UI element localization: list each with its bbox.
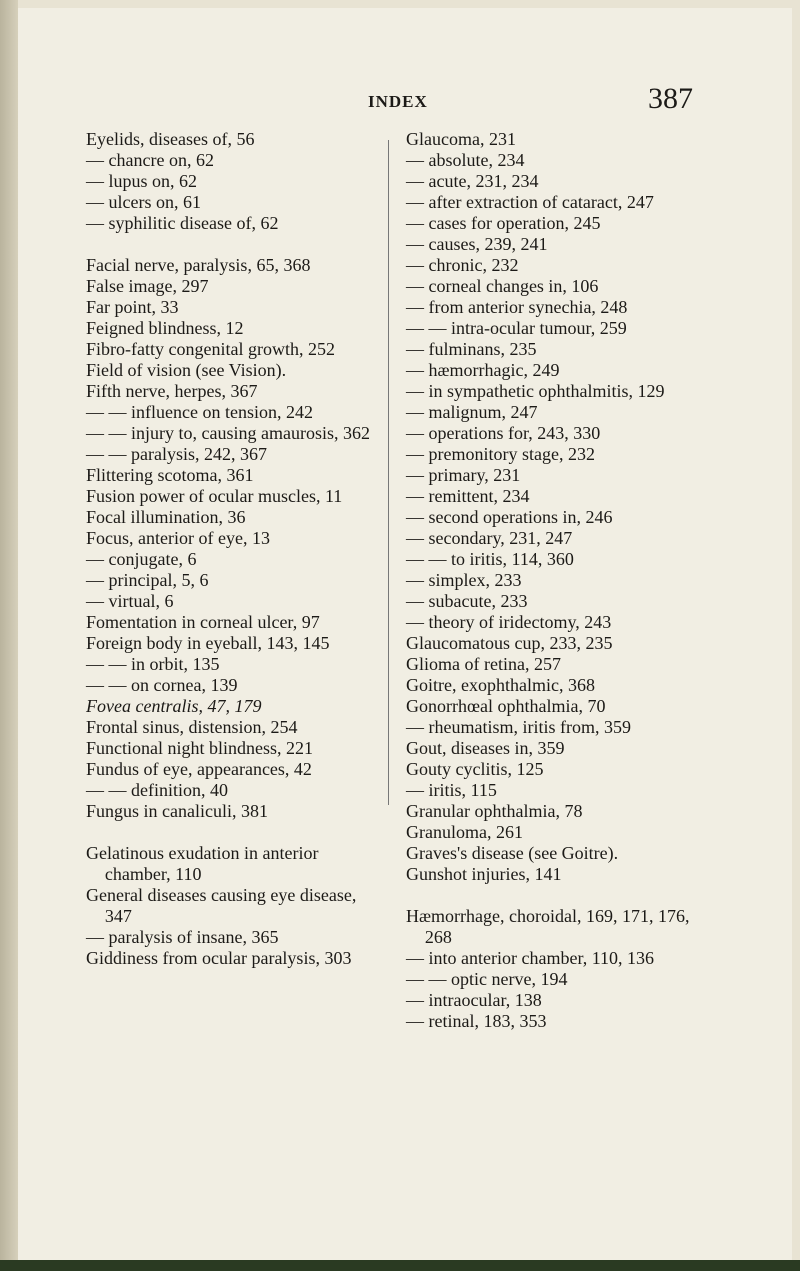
index-entry: Fovea centralis, 47, 179 xyxy=(86,696,262,716)
index-entry: — ulcers on, 61 xyxy=(86,192,201,212)
index-entry: — malignum, 247 xyxy=(406,402,538,422)
index-entry: — secondary, 231, 247 xyxy=(406,528,573,548)
page-edge-left xyxy=(0,0,18,1271)
index-entry: — — optic nerve, 194 xyxy=(406,969,568,989)
index-entry: Gout, diseases in, 359 xyxy=(406,738,565,758)
index-entry: — — to iritis, 114, 360 xyxy=(406,549,574,569)
index-entry: — hæmorrhagic, 249 xyxy=(406,360,560,380)
index-entry: — primary, 231 xyxy=(406,465,521,485)
index-entry: Facial nerve, paralysis, 65, 368 xyxy=(86,255,311,275)
index-entry: Fifth nerve, herpes, 367 xyxy=(86,381,258,401)
page-header xyxy=(0,82,800,122)
page-number: 387 xyxy=(648,82,693,115)
index-entry: Granular ophthalmia, 78 xyxy=(406,801,583,821)
index-entry: — iritis, 115 xyxy=(406,780,497,800)
index-entry: — virtual, 6 xyxy=(86,591,174,611)
index-entry: — — in orbit, 135 xyxy=(86,654,220,674)
index-entry: Functional night blindness, 221 xyxy=(86,738,313,758)
index-entry: — subacute, 233 xyxy=(406,591,528,611)
index-entry: — in sympathetic ophthalmitis, 129 xyxy=(406,381,665,401)
index-entry: — intraocular, 138 xyxy=(406,990,542,1010)
index-entry: — retinal, 183, 353 xyxy=(406,1011,547,1031)
index-entry: — chancre on, 62 xyxy=(86,150,214,170)
index-entry: — lupus on, 62 xyxy=(86,171,198,191)
index-entry: — simplex, 233 xyxy=(406,570,522,590)
index-entry: — — intra-ocular tumour, 259 xyxy=(406,318,627,338)
index-column-left xyxy=(86,129,386,969)
index-entry: — paralysis of insane, 365 xyxy=(86,927,279,947)
running-title: INDEX xyxy=(368,92,428,111)
index-entry: — — definition, 40 xyxy=(86,780,228,800)
index-entry: — premonitory stage, 232 xyxy=(406,444,595,464)
index-entry: — principal, 5, 6 xyxy=(86,570,209,590)
index-entry: — causes, 239, 241 xyxy=(406,234,548,254)
index-entry: — — injury to, causing amaurosis, 362 xyxy=(86,423,370,443)
index-column-right xyxy=(406,129,716,1032)
index-entry: Gouty cyclitis, 125 xyxy=(406,759,544,779)
index-entry: — absolute, 234 xyxy=(406,150,525,170)
index-entry: Feigned blindness, 12 xyxy=(86,318,244,338)
index-entry: — into anterior chamber, 110, 136 xyxy=(406,948,655,968)
index-entry: — conjugate, 6 xyxy=(86,549,197,569)
page-edge-bottom xyxy=(0,1260,800,1271)
index-entry: Gonorrhœal ophthalmia, 70 xyxy=(406,696,606,716)
index-entry: Field of vision (see Vision). xyxy=(86,360,287,380)
index-entry: — after extraction of cataract, 247 xyxy=(406,192,654,212)
index-entry: Glioma of retina, 257 xyxy=(406,654,561,674)
index-entry: — rheumatism, iritis from, 359 xyxy=(406,717,631,737)
index-entry: — operations for, 243, 330 xyxy=(406,423,601,443)
index-entry: — — paralysis, 242, 367 xyxy=(86,444,267,464)
index-entry: — syphilitic disease of, 62 xyxy=(86,213,279,233)
index-entry: — acute, 231, 234 xyxy=(406,171,539,191)
index-entry: — from anterior synechia, 248 xyxy=(406,297,628,317)
index-entry: Eyelids, diseases of, 56 xyxy=(86,129,255,149)
index-entry: — second operations in, 246 xyxy=(406,507,613,527)
index-entry: Frontal sinus, distension, 254 xyxy=(86,717,298,737)
index-entry: — fulminans, 235 xyxy=(406,339,537,359)
index-entry: Graves's disease (see Goitre). xyxy=(406,843,619,863)
index-entry: False image, 297 xyxy=(86,276,209,296)
index-entry: — corneal changes in, 106 xyxy=(406,276,599,296)
index-entry: Fusion power of ocular muscles, 11 xyxy=(86,486,343,506)
index-entry: — — influence on tension, 242 xyxy=(86,402,313,422)
index-entry: Fungus in canaliculi, 381 xyxy=(86,801,268,821)
column-divider xyxy=(388,140,389,805)
index-entry: Glaucoma, 231 xyxy=(406,129,516,149)
index-entry: Far point, 33 xyxy=(86,297,179,317)
index-entry: Gunshot injuries, 141 xyxy=(406,864,562,884)
index-entry: — remittent, 234 xyxy=(406,486,530,506)
index-entry: Granuloma, 261 xyxy=(406,822,523,842)
index-entry: Focal illumination, 36 xyxy=(86,507,246,527)
index-entry: Goitre, exophthalmic, 368 xyxy=(406,675,595,695)
index-entry: — chronic, 232 xyxy=(406,255,519,275)
index-entry: General diseases causing eye disease, 347 xyxy=(86,885,357,926)
index-entry: Fundus of eye, appearances, 42 xyxy=(86,759,312,779)
index-entry: Focus, anterior of eye, 13 xyxy=(86,528,270,548)
index-entry: Giddiness from ocular paralysis, 303 xyxy=(86,948,352,968)
index-entry: Foreign body in eyeball, 143, 145 xyxy=(86,633,330,653)
index-entry: Gelatinous exudation in anterior chamber, 110 xyxy=(86,843,319,884)
index-entry: — cases for operation, 245 xyxy=(406,213,601,233)
index-entry: Fibro-fatty congenital growth, 252 xyxy=(86,339,335,359)
index-entry: Fomentation in corneal ulcer, 97 xyxy=(86,612,320,632)
index-entry: Glaucomatous cup, 233, 235 xyxy=(406,633,613,653)
index-entry: — — on cornea, 139 xyxy=(86,675,238,695)
index-entry: Flittering scotoma, 361 xyxy=(86,465,254,485)
index-entry: Hæmorrhage, choroidal, 169, 171, 176, 268 xyxy=(406,906,690,947)
index-entry: — theory of iridectomy, 243 xyxy=(406,612,612,632)
